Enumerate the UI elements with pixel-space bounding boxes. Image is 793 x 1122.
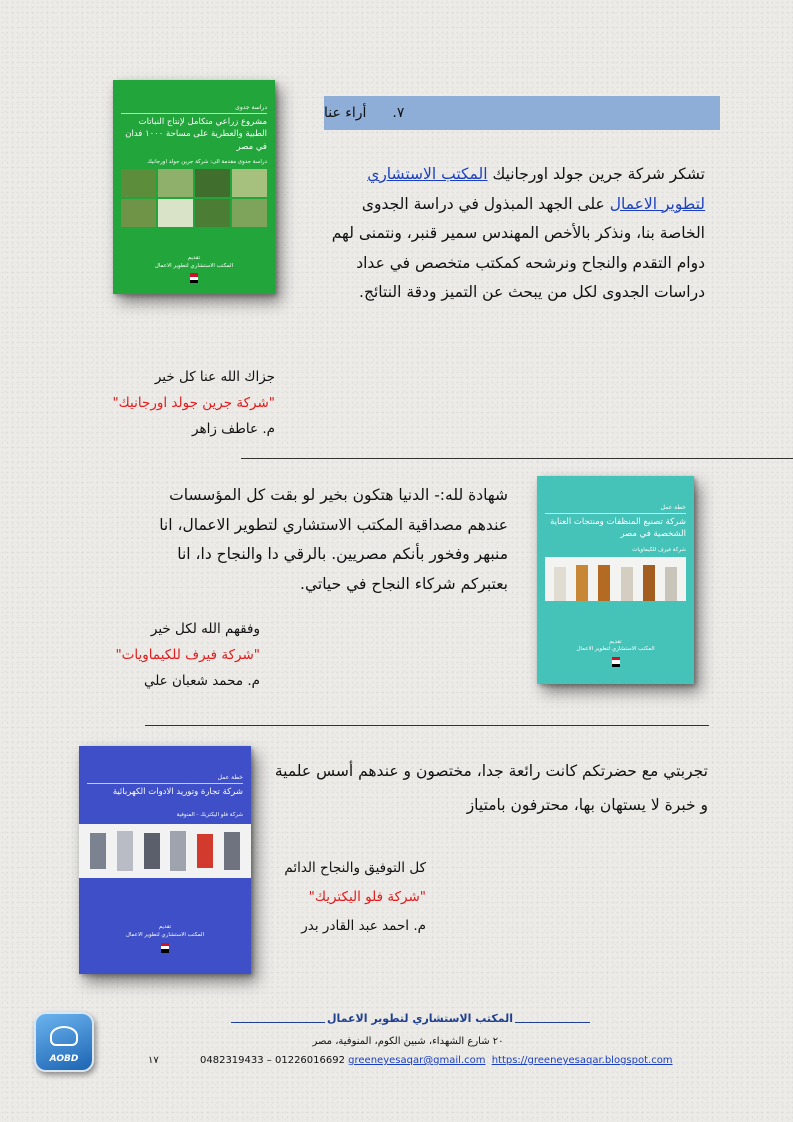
signer-name: م. محمد شعبان علي: [143, 673, 260, 689]
cover-tag: دراسة جدوى: [235, 104, 267, 111]
section-header: [324, 96, 720, 130]
testimonial-2-signature: [100, 616, 260, 694]
cover-subtitle: دراسة جدوى مقدمة الى: شركة جرين جولد اورجانيك: [147, 158, 267, 165]
section-title: أراء عنا: [324, 105, 367, 121]
footer-title: المكتب الاستشاري لتطوير الاعمال: [326, 1012, 514, 1025]
book-cover-1: [113, 80, 275, 294]
cover-plant-photos: [121, 169, 267, 227]
company-name: "شركة فلو اليكتريك": [308, 889, 426, 905]
cover-subtitle: شركة فيرف للكيماويات: [632, 546, 686, 553]
hand-icon: [50, 1026, 78, 1046]
egypt-flag-icon: [612, 657, 620, 667]
cover-footer-office: المكتب الاستشاري لتطوير الاعمال: [154, 262, 234, 269]
book-cover-3: [79, 746, 251, 974]
testimonial-1-signature: [100, 364, 275, 442]
testimonial-3-signature: [250, 854, 426, 941]
footer-logo: [34, 1012, 94, 1072]
egypt-flag-icon: [161, 943, 169, 953]
testimonial-2-body: شهادة لله:- الدنيا هتكون بخير لو بقت كل المؤسسات عندهم مصداقية المكتب الاستشاري لتطوير الاعمال، انا منبهر وفخور بأنكم مصريين. بالرقي دا والنجاح دا، انا بعتبركم شركاء النجاح في حياتي.: [159, 486, 508, 593]
footer-contacts: [200, 1055, 673, 1066]
signer-name: م. عاطف زاهر: [192, 421, 275, 437]
testimonial-2-text: [125, 481, 508, 599]
footer-address: ٢٠ شارع الشهداء، شبين الكوم، المنوفية، مصر: [312, 1036, 504, 1047]
footer-rule-left: [231, 1022, 325, 1023]
footer-email-link[interactable]: greeneyesaqar@gmail.com: [348, 1055, 486, 1066]
cover-electrical-photo: [79, 824, 251, 878]
cover-footer-label: تقديم: [187, 254, 201, 261]
cover-tag: خطة عمل: [660, 504, 686, 511]
business-dev-link[interactable]: لتطوير الاعمال: [609, 194, 705, 213]
cover-footer-office: المكتب الاستشاري لتطوير الاعمال: [576, 646, 655, 653]
signer-name: م. احمد عبد القادر بدر: [301, 918, 426, 934]
cover-tag: خطة عمل: [217, 774, 243, 781]
office-link[interactable]: المكتب الاستشاري: [367, 165, 488, 183]
cover-bottles-photo: [545, 557, 686, 601]
cover-title: شركة تصنيع المنظفات ومنتجات العناية الشخصية في مصر: [550, 517, 686, 540]
footer-rule-right: [515, 1022, 590, 1023]
cover-footer-label: تقديم: [158, 924, 172, 931]
book-cover-2: [537, 476, 694, 684]
testimonial-1-text: [315, 160, 705, 308]
cover-footer-office: المكتب الاستشاري لتطوير الاعمال: [125, 932, 205, 938]
closing-line: وفقهم الله لكل خير: [150, 621, 260, 637]
cover-footer-label: تقديم: [609, 638, 622, 645]
testimonial-3-body: تجربتي مع حضرتكم كانت رائعة جدا، مختصون و عندهم أسس علمية و خبرة لا يستهان بها، محترفون بامتياز: [274, 762, 708, 814]
closing-line: كل التوفيق والنجاح الدائم: [284, 860, 426, 876]
cover-subtitle: شركة فلو اليكتريك - المنوفية: [176, 812, 243, 819]
egypt-flag-icon: [190, 273, 198, 283]
section-number: ٧.: [392, 105, 405, 121]
testimonial-1-text-start: تشكر شركة جرين جولد اورجانيك: [487, 165, 705, 183]
cover-title: شركة تجارة وتوريد الادوات الكهربائية: [112, 787, 243, 797]
footer-phones: 0482319433 – 01226016692: [200, 1055, 345, 1066]
logo-text: AOBD: [49, 1054, 79, 1064]
divider-1: [241, 458, 793, 459]
testimonial-3-text: [268, 754, 708, 822]
closing-line: جزاك الله عنا كل خير: [154, 369, 275, 385]
footer-blog-link[interactable]: https://greeneyesaqar.blogspot.com: [491, 1055, 673, 1066]
company-name: "شركة فيرف للكيماويات": [115, 647, 260, 663]
footer-page-number: ١٧: [148, 1055, 159, 1066]
testimonial-1-text-end: على الجهد المبذول في دراسة الجدوى الخاصة بنا، ونذكر بالأخص المهندس سمير قنبر، ونتمنى لهم دوام التقدم والنجاح ونرشحه كمكتب متخصص في عداد دراسات الجدوى لكل من يبحث عن التميز ودقة النتائج.: [331, 194, 705, 301]
company-name: "شركة جرين جولد اورجانيك": [112, 395, 275, 411]
divider-2: [145, 725, 709, 726]
cover-title: مشروع زراعي متكامل لإنتاج النباتات الطبية والعطرية على مساحة ١٠٠٠ فدان في مصر: [125, 117, 267, 152]
